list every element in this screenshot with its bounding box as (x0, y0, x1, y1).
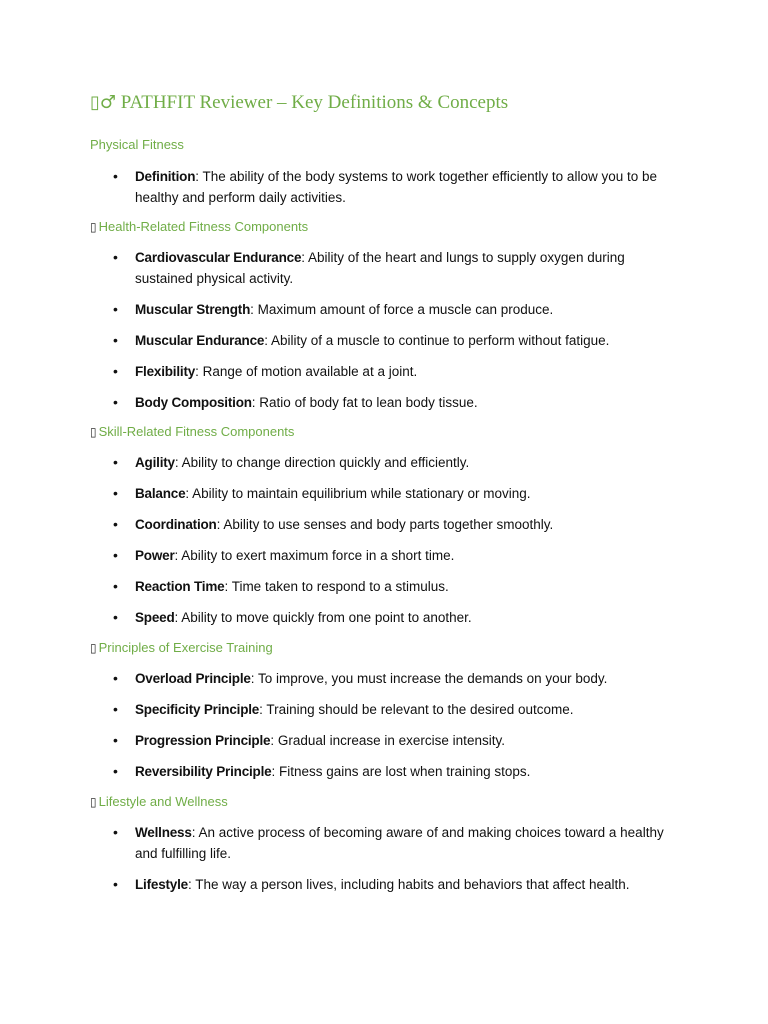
bullet-icon: • (113, 249, 118, 265)
bullet-icon: • (113, 485, 118, 501)
section-heading-lifestyle-wellness (90, 794, 228, 809)
term: Definition (135, 169, 196, 184)
definition: : Maximum amount of force a muscle can produce. (250, 302, 554, 317)
term: Reaction Time (135, 579, 225, 594)
term: Overload Principle (135, 671, 251, 686)
list-item (0, 730, 768, 751)
definition: : Ability to change direction quickly and efficiently. (174, 455, 470, 470)
section-heading-text: Health-Related Fitness Components (98, 219, 309, 234)
definition: : The ability of the body systems to work together efficiently to allow you to be healthy and perform daily activities. (135, 169, 657, 205)
term: Progression Principle (135, 733, 271, 748)
section-list-lifestyle-wellness (0, 822, 768, 905)
definition: : To improve, you must increase the demands on your body. (250, 671, 608, 686)
term: Speed (135, 610, 175, 625)
term: Body Composition (135, 395, 252, 410)
section-heading-text: Lifestyle and Wellness (98, 794, 228, 809)
term: Lifestyle (135, 877, 188, 892)
section-heading-health-related (90, 219, 308, 234)
section-list-health-related (0, 247, 768, 423)
definition: : Fitness gains are lost when training stops. (271, 764, 531, 779)
term: Flexibility (135, 364, 196, 379)
term: Wellness (135, 825, 192, 840)
list-item (0, 761, 768, 782)
term: Muscular Endurance (135, 333, 265, 348)
list-item (0, 822, 768, 864)
section-marker-icon: ▯ (90, 641, 97, 655)
list-item (0, 452, 768, 473)
bullet-icon: • (113, 168, 118, 184)
list-item (0, 699, 768, 720)
term: Balance (135, 486, 186, 501)
definition: : Ability to maintain equilibrium while stationary or moving. (185, 486, 531, 501)
bullet-icon: • (113, 394, 118, 410)
term: Cardiovascular Endurance (135, 250, 302, 265)
bullet-icon: • (113, 454, 118, 470)
bullet-icon: • (113, 516, 118, 532)
bullet-icon: • (113, 876, 118, 892)
definition: : An active process of becoming aware of and making choices toward a healthy and fulfilling life. (135, 825, 664, 861)
list-item (0, 247, 768, 289)
definition: : Range of motion available at a joint. (195, 364, 418, 379)
list-item (0, 330, 768, 351)
term: Agility (135, 455, 175, 470)
definition: : The way a person lives, including habits and behaviors that affect health. (187, 877, 630, 892)
definition: : Ability to use senses and body parts together smoothly. (216, 517, 554, 532)
term: Reversibility Principle (135, 764, 272, 779)
section-marker-icon: ▯ (90, 220, 97, 234)
male-symbol-icon: ▯♂ (90, 92, 117, 113)
bullet-icon: • (113, 763, 118, 779)
definition: : Ability of the heart and lungs to supply oxygen during sustained physical activity. (135, 250, 625, 286)
list-item (0, 607, 768, 628)
definition: : Ability to exert maximum force in a short time. (174, 548, 455, 563)
section-marker-icon: ▯ (90, 795, 97, 809)
section-list-exercise-principles (0, 668, 768, 792)
section-heading-text: Physical Fitness (90, 137, 184, 152)
term: Specificity Principle (135, 702, 260, 717)
section-list-skill-related (0, 452, 768, 638)
bullet-icon: • (113, 824, 118, 840)
list-item (0, 483, 768, 504)
bullet-icon: • (113, 332, 118, 348)
section-heading-skill-related (90, 424, 294, 439)
bullet-icon: • (113, 363, 118, 379)
section-marker-icon: ▯ (90, 425, 97, 439)
definition: : Ability of a muscle to continue to perform without fatigue. (264, 333, 610, 348)
definition: : Ability to move quickly from one point to another. (174, 610, 472, 625)
section-heading-text: Principles of Exercise Training (98, 640, 273, 655)
bullet-icon: • (113, 701, 118, 717)
bullet-icon: • (113, 578, 118, 594)
definition: : Gradual increase in exercise intensity. (270, 733, 505, 748)
list-item (0, 299, 768, 320)
definition: : Time taken to respond to a stimulus. (224, 579, 449, 594)
list-item (0, 514, 768, 535)
bullet-icon: • (113, 301, 118, 317)
term: Coordination (135, 517, 217, 532)
list-item (0, 545, 768, 566)
term: Muscular Strength (135, 302, 251, 317)
bullet-icon: • (113, 609, 118, 625)
page-title-text: PATHFIT Reviewer – Key Definitions & Concepts (120, 92, 509, 113)
page-title (90, 92, 508, 114)
list-item (0, 392, 768, 413)
section-list-physical-fitness (0, 166, 768, 218)
list-item (0, 166, 768, 208)
list-item (0, 874, 768, 895)
bullet-icon: • (113, 547, 118, 563)
definition: : Training should be relevant to the desired outcome. (259, 702, 574, 717)
list-item (0, 361, 768, 382)
list-item (0, 668, 768, 689)
bullet-icon: • (113, 670, 118, 686)
list-item (0, 576, 768, 597)
section-heading-exercise-principles (90, 640, 273, 655)
section-heading-physical-fitness (90, 137, 184, 152)
definition: : Ratio of body fat to lean body tissue. (251, 395, 478, 410)
term: Power (135, 548, 175, 563)
bullet-icon: • (113, 732, 118, 748)
section-heading-text: Skill-Related Fitness Components (98, 424, 295, 439)
